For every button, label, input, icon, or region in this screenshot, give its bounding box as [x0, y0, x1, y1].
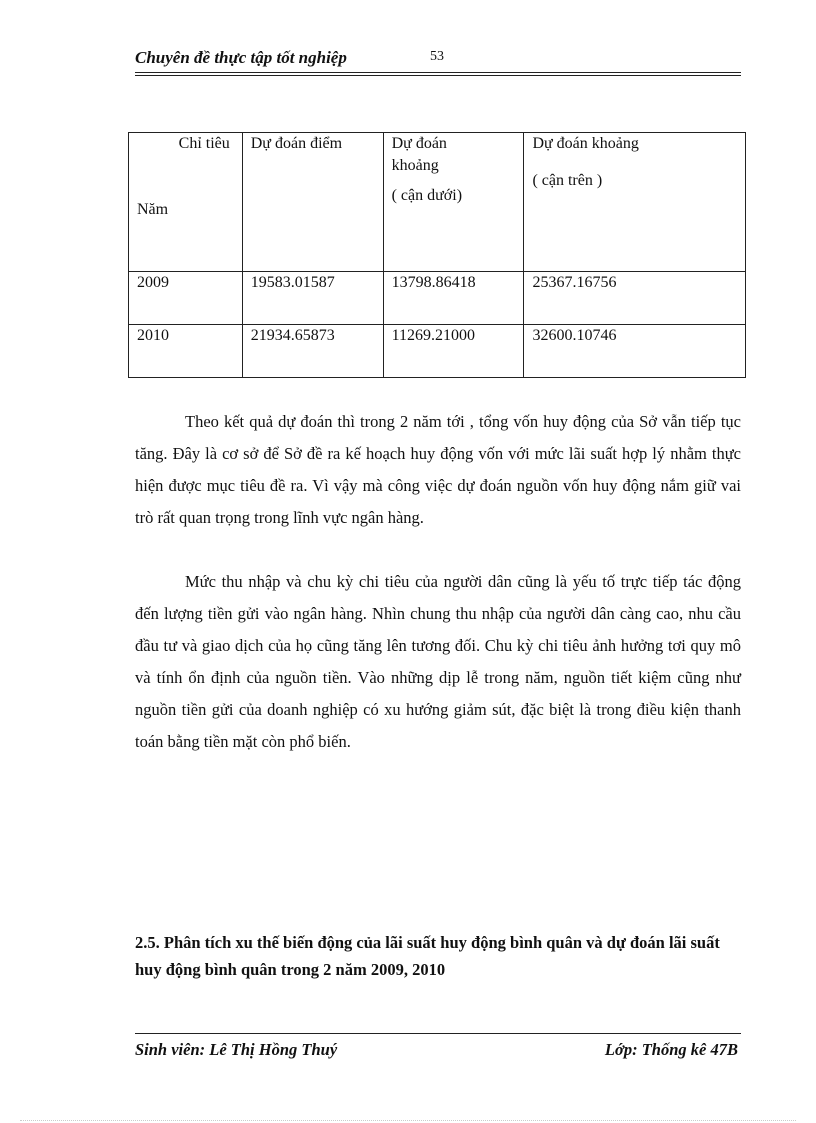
- table-corner-cell: [129, 133, 243, 272]
- header-lower-label: Dự đoán khoảng: [391, 135, 447, 174]
- table-row: [129, 272, 746, 325]
- section-heading: 2.5. Phân tích xu thế biến động của lãi suất huy động bình quân và dự đoán lãi suất huy động bình quân trong 2 năm 2009, 2010: [135, 933, 720, 979]
- header-upper-label: Dự đoán khoảng: [532, 135, 639, 152]
- page-bottom-dotted-line: [20, 1120, 796, 1121]
- cell-upper: 25367.16756: [524, 272, 746, 325]
- header-rule-bottom: [135, 75, 741, 76]
- cell-lower: 13798.86418: [383, 272, 524, 325]
- cell-point: 19583.01587: [242, 272, 383, 325]
- cell-year: 2009: [129, 272, 243, 325]
- cell-upper: 32600.10746: [524, 325, 746, 378]
- footer-rule: [135, 1033, 741, 1034]
- cell-year: 2010: [129, 325, 243, 378]
- paragraph-1-text: Theo kết quả dự đoán thì trong 2 năm tới , tổng vốn huy động của Sở vẫn tiếp tục tăng. Đây là cơ sở để Sở đề ra kế hoạch huy động vốn với mức lãi suất hợp lý nhằm thực hiện được mục tiêu đề ra. Vì vậy mà công việc dự đoán nguồn vốn huy động nắm giữ vai trò rất quan trọng trong lĩnh vực ngân hàng.: [135, 412, 741, 527]
- header-lower-bound: [383, 133, 524, 272]
- table-row: [129, 325, 746, 378]
- document-header-title: Chuyên đề thực tập tốt nghiệp: [135, 48, 347, 67]
- header-upper-sub: ( cận trên ): [532, 172, 603, 189]
- header-point-forecast: Dự đoán điểm: [242, 133, 383, 272]
- paragraph-income-factors: [135, 566, 741, 758]
- cell-point: 21934.65873: [242, 325, 383, 378]
- footer-class: Lớp: Thống kê 47B: [604, 1040, 738, 1059]
- cell-lower: 11269.21000: [383, 325, 524, 378]
- table-header-row: [129, 133, 746, 272]
- page-number: 53: [430, 49, 444, 64]
- paragraph-2-text: Mức thu nhập và chu kỳ chi tiêu của người dân cũng là yếu tố trực tiếp tác động đến lượng tiền gửi vào ngân hàng. Nhìn chung thu nhập của người dân càng cao, nhu cầu đầu tư và giao dịch của họ cũng tăng lên tương đối. Chu kỳ chi tiêu ảnh hưởng tơi quy mô và tính ổn định của nguồn tiền. Vào những dịp lễ trong năm, nguồn tiết kiệm cũng như nguồn tiền gửi của doanh nghiệp có xu hướng giảm sút, đặc biệt là trong điều kiện thanh toán bằng tiền mặt còn phổ biến.: [135, 572, 741, 751]
- corner-label-year: Năm: [137, 201, 169, 218]
- footer-student-name: Sinh viên: Lê Thị Hồng Thuý: [135, 1040, 338, 1059]
- header-rule-top: [135, 72, 741, 73]
- header-upper-bound: [524, 133, 746, 272]
- forecast-table: [128, 132, 746, 378]
- paragraph-forecast-result: [135, 406, 741, 534]
- corner-label-indicator: Chỉ tiêu: [178, 135, 230, 152]
- header-lower-sub: ( cận dưới): [391, 187, 463, 204]
